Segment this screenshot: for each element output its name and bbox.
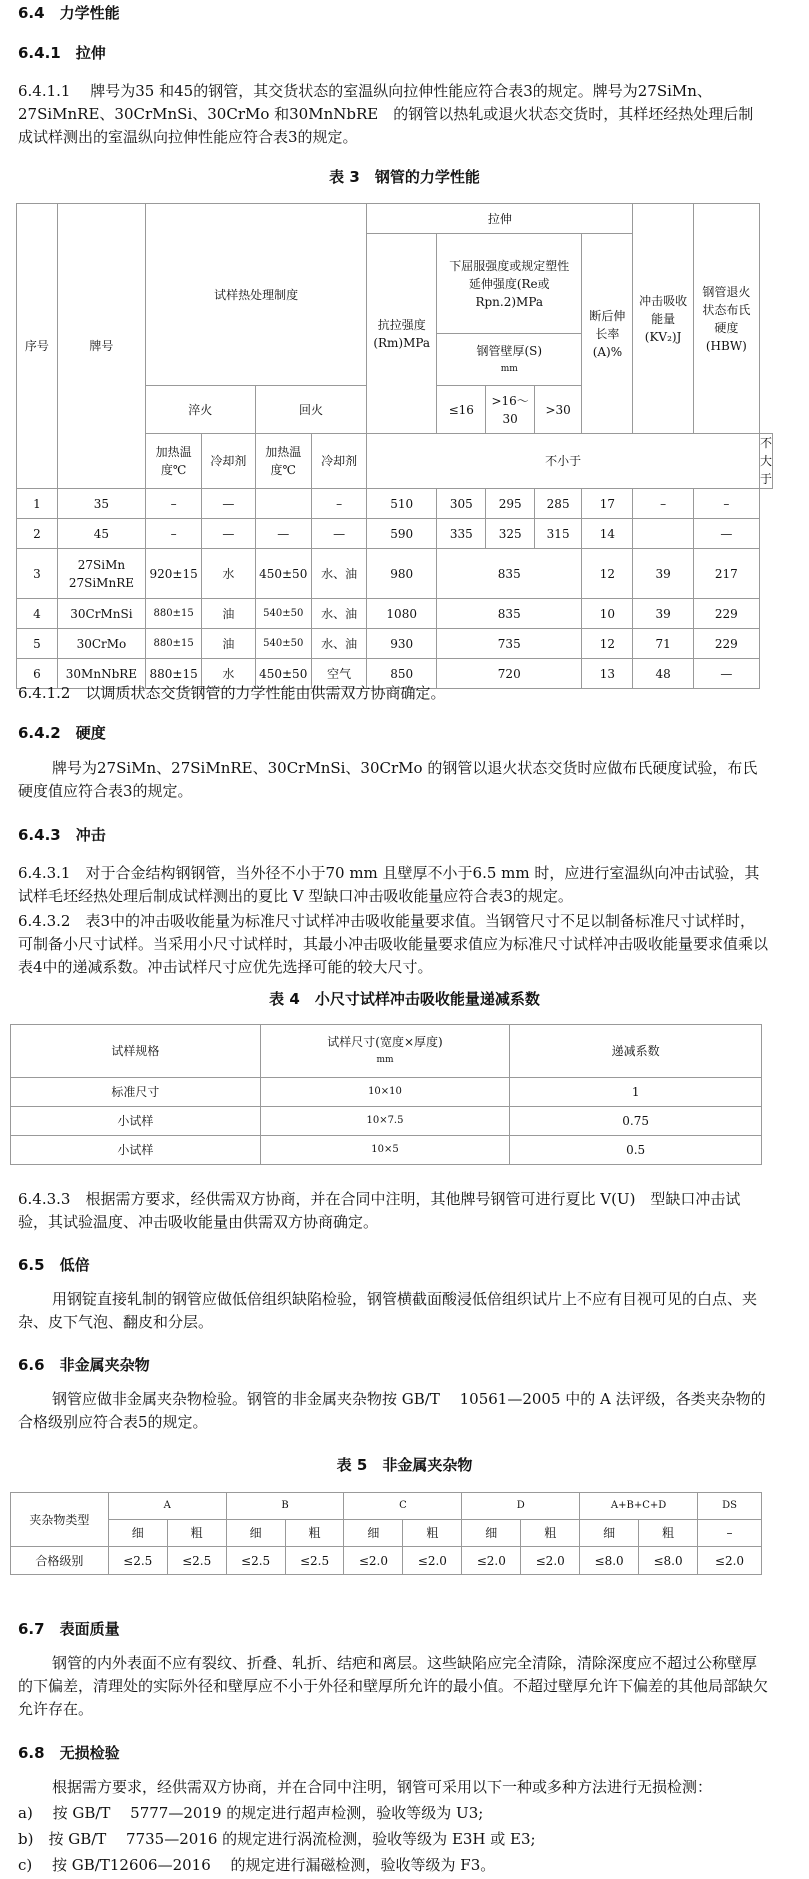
cell-quench-temp: 880±15 <box>146 659 202 689</box>
th-temper-temp: 加热温度℃ <box>255 434 311 489</box>
paragraph-6-7: 钢管的内外表面不应有裂纹、折叠、轧折、结疤和离层。这些缺陷应完全清除，清除深度应不超过公称壁厚的下偏差，清理处的实际外径和壁厚应不小于外径和壁厚所允许的最小值。不超过壁厚允许下偏差的其他局部缺欠允许存在。 <box>18 1654 769 1718</box>
cell-elongation: 12 <box>582 549 633 599</box>
cell-grade: 30CrMo <box>57 629 145 659</box>
heading-6-6: 6.6 非金属夹杂物 <box>18 1356 150 1374</box>
th-fine: 细 <box>226 1520 285 1547</box>
cell-size: 10×10 <box>260 1078 510 1107</box>
cell-level: ≤2.5 <box>226 1547 285 1575</box>
paragraph-6-6: 钢管应做非金属夹杂物检验。钢管的非金属夹杂物按 GB/T 10561—2005 中的 A 法评级，各类夹杂物的合格级别应符合表5的规定。 <box>18 1390 766 1431</box>
th-wall-thickness <box>437 334 582 386</box>
cell-impact: – <box>633 489 693 519</box>
table5-caption: 表 5 非金属夹杂物 <box>336 1456 473 1474</box>
cell-quench-temp: 880±15 <box>146 629 202 659</box>
th-hbw: 钢管退火状态布氏硬度(HBW) <box>693 204 759 434</box>
cell-level: ≤8.0 <box>639 1547 698 1575</box>
cell-elongation: 12 <box>582 629 633 659</box>
cell-temper-temp: 540±50 <box>255 629 311 659</box>
cell-level: ≤2.0 <box>521 1547 580 1575</box>
th-fine: 细 <box>580 1520 639 1547</box>
cell-spec: 标准尺寸 <box>11 1078 261 1107</box>
th-group-c: C <box>344 1493 462 1520</box>
cell-level: ≤2.5 <box>108 1547 167 1575</box>
th-quench-temp: 加热温度℃ <box>146 434 202 489</box>
heading-6-7: 6.7 表面质量 <box>18 1620 120 1638</box>
cell-temper-coolant: 空气 <box>311 659 367 689</box>
th-coarse: 粗 <box>521 1520 580 1547</box>
cell-impact: 39 <box>633 599 693 629</box>
th-elongation: 断后伸长率(A)% <box>582 234 633 434</box>
th-spec: 试样规格 <box>11 1025 261 1078</box>
table-row <box>11 1078 762 1107</box>
cell-coef: 1 <box>510 1078 762 1107</box>
cell-coef: 0.75 <box>510 1107 762 1136</box>
cell-level: ≤2.0 <box>403 1547 462 1575</box>
cell-grade: 35 <box>57 489 145 519</box>
th-group-ds: DS <box>698 1493 762 1520</box>
heading-6-4: 6.4 力学性能 <box>18 4 120 22</box>
cell-temper-temp: 450±50 <box>255 659 311 689</box>
cell-seq: 5 <box>17 629 58 659</box>
cell-yield-gt30: 285 <box>534 489 582 519</box>
th-yield: 下屈服强度或规定塑性延伸强度(Re或Rpn.2)MPa <box>437 234 582 334</box>
cell-seq: 1 <box>17 489 58 519</box>
cell-quench-temp: 920±15 <box>146 549 202 599</box>
heading-6-8: 6.8 无损检验 <box>18 1744 120 1762</box>
th-fine: 细 <box>462 1520 521 1547</box>
cell-elongation: 14 <box>582 519 633 549</box>
paragraph-6-4-1-1: 6.4.1.1 牌号为35 和45的钢管，其交货状态的室温纵向拉伸性能应符合表3的规定。牌号为27SiMn、27SiMnRE、30CrMnSi、30CrMo 和30MnNbRE 的钢管以热轧或退火状态交货时，其样坯经热处理后制成试样测出的室温纵向拉伸性能应符合表3的规定。 <box>18 82 754 146</box>
cell-quench-temp: – <box>146 519 202 549</box>
cell-temper-coolant: 水、油 <box>311 549 367 599</box>
cell-quench-coolant: — <box>202 519 255 549</box>
table-row <box>11 1107 762 1136</box>
table-row <box>11 1547 762 1575</box>
th-coarse: 粗 <box>639 1520 698 1547</box>
cell-yield: 735 <box>437 629 582 659</box>
cell-yield-le16: 305 <box>437 489 486 519</box>
cell-level: ≤2.0 <box>698 1547 762 1575</box>
table4 <box>10 1024 762 1165</box>
table-row <box>17 599 773 629</box>
heading-6-4-2: 6.4.2 硬度 <box>18 724 106 742</box>
cell-hbw: – <box>693 489 759 519</box>
th-wall-gt30: >30 <box>534 386 582 434</box>
cell-rm: 510 <box>367 489 437 519</box>
th-heat-treatment: 试样热处理制度 <box>146 204 367 386</box>
th-rm: 抗拉强度(Rm)MPa <box>367 234 437 434</box>
paragraph-6-4-3-2: 6.4.3.2 表3中的冲击吸收能量为标准尺寸试样冲击吸收能量要求值。当钢管尺寸不足以制备标准尺寸试样时，可制备小尺寸试样。当采用小尺寸试样时，其最小冲击吸收能量要求值应为标准尺寸试样冲击吸收能量要求值乘以表4中的递减系数。冲击试样尺寸应优先选择可能的较大尺寸。 <box>18 912 769 976</box>
table-row <box>17 629 773 659</box>
th-not-more: 不大于 <box>759 434 772 489</box>
cell-level: ≤2.5 <box>285 1547 344 1575</box>
cell-rm: 850 <box>367 659 437 689</box>
cell-yield: 835 <box>437 549 582 599</box>
cell-spec: 小试样 <box>11 1107 261 1136</box>
th-size-label: 试样尺寸(宽度×厚度) <box>327 1035 443 1049</box>
th-temper: 回火 <box>255 386 367 434</box>
cell-quench-temp: 880±15 <box>146 599 202 629</box>
cell-quench-temp: – <box>146 489 202 519</box>
table5 <box>10 1492 762 1575</box>
heading-6-4-1: 6.4.1 拉伸 <box>18 44 106 62</box>
cell-impact: 39 <box>633 549 693 599</box>
cell-hbw: 229 <box>693 599 759 629</box>
cell-level: ≤2.0 <box>462 1547 521 1575</box>
cell-impact <box>633 519 693 549</box>
cell-elongation: 13 <box>582 659 633 689</box>
table3 <box>16 203 773 689</box>
th-coarse: 粗 <box>167 1520 226 1547</box>
cell-level-label: 合格级别 <box>11 1547 109 1575</box>
cell-hbw: 217 <box>693 549 759 599</box>
cell-quench-coolant: 水 <box>202 549 255 599</box>
th-group-total: A+B+C+D <box>580 1493 698 1520</box>
table-row <box>17 549 773 599</box>
th-coarse: 粗 <box>403 1520 462 1547</box>
cell-level: ≤8.0 <box>580 1547 639 1575</box>
cell-seq: 2 <box>17 519 58 549</box>
cell-grade: 30MnNbRE <box>57 659 145 689</box>
cell-grade: 27SiMn 27SiMnRE <box>57 549 145 599</box>
th-grade: 牌号 <box>57 204 145 489</box>
th-group-a: A <box>108 1493 226 1520</box>
cell-hbw: — <box>693 519 759 549</box>
cell-size: 10×5 <box>260 1136 510 1165</box>
cell-yield-16-30: 295 <box>486 489 534 519</box>
cell-temper-temp: 540±50 <box>255 599 311 629</box>
table4-caption: 表 4 小尺寸试样冲击吸收能量递减系数 <box>269 990 540 1008</box>
th-tensile: 拉伸 <box>367 204 633 234</box>
cell-quench-coolant: 油 <box>202 629 255 659</box>
cell-quench-coolant: 油 <box>202 599 255 629</box>
list-item: b) 按 GB/T 7735—2016 的规定进行涡流检测，验收等级为 E3H 或 E3; <box>18 1830 536 1848</box>
cell-quench-coolant: 水 <box>202 659 255 689</box>
cell-hbw: — <box>693 659 759 689</box>
table3-caption: 表 3 钢管的力学性能 <box>329 168 480 186</box>
cell-seq: 6 <box>17 659 58 689</box>
th-wall-16-30: >16～30 <box>486 386 534 434</box>
cell-temper-coolant: — <box>311 519 367 549</box>
heading-6-4-3: 6.4.3 冲击 <box>18 826 106 844</box>
th-quench: 淬火 <box>146 386 256 434</box>
cell-yield-16-30: 325 <box>486 519 534 549</box>
th-not-less: 不小于 <box>367 434 760 489</box>
cell-temper-temp: 450±50 <box>255 549 311 599</box>
cell-rm: 930 <box>367 629 437 659</box>
list-item: c) 按 GB/T12606—2016 的规定进行漏磁检测，验收等级为 F3。 <box>18 1856 496 1874</box>
cell-elongation: 10 <box>582 599 633 629</box>
paragraph-6-4-1-2: 6.4.1.2 以调质状态交货钢管的力学性能由供需双方协商确定。 <box>18 684 446 702</box>
th-wall-label: 钢管壁厚(S) <box>476 343 543 358</box>
paragraph-6-4-3-1: 6.4.3.1 对于合金结构钢钢管，当外径不小于70 mm 且壁厚不小于6.5 mm 时，应进行室温纵向冲击试验，其试样毛坯经热处理后制成试样测出的夏比 V 型缺口冲击吸收能量应符合表3的规定。 <box>18 864 760 905</box>
th-impact: 冲击吸收能量(KV₂)J <box>633 204 693 434</box>
th-temper-coolant: 冷却剂 <box>311 434 367 489</box>
heading-6-5: 6.5 低倍 <box>18 1256 90 1274</box>
cell-size: 10×7.5 <box>260 1107 510 1136</box>
paragraph-6-4-3-3: 6.4.3.3 根据需方要求，经供需双方协商，并在合同中注明，其他牌号钢管可进行夏比 V(U) 型缺口冲击试验，其试验温度、冲击吸收能量由供需双方协商确定。 <box>18 1190 741 1231</box>
table-row <box>17 519 773 549</box>
cell-elongation: 17 <box>582 489 633 519</box>
cell-spec: 小试样 <box>11 1136 261 1165</box>
th-coef: 递减系数 <box>510 1025 762 1078</box>
th-wall-le16: ≤16 <box>437 386 486 434</box>
th-group-d: D <box>462 1493 580 1520</box>
th-group-b: B <box>226 1493 344 1520</box>
cell-temper-coolant: 水、油 <box>311 599 367 629</box>
cell-level: ≤2.0 <box>344 1547 403 1575</box>
cell-quench-coolant: — <box>202 489 255 519</box>
cell-temper-temp <box>255 489 311 519</box>
cell-yield-le16: 335 <box>437 519 486 549</box>
table-row <box>17 489 773 519</box>
cell-seq: 3 <box>17 549 58 599</box>
th-seq: 序号 <box>17 204 58 489</box>
cell-impact: 48 <box>633 659 693 689</box>
cell-impact: 71 <box>633 629 693 659</box>
th-wall-unit: mm <box>500 363 518 374</box>
cell-hbw: 229 <box>693 629 759 659</box>
cell-rm: 590 <box>367 519 437 549</box>
th-coarse: 粗 <box>285 1520 344 1547</box>
cell-grade: 45 <box>57 519 145 549</box>
cell-seq: 4 <box>17 599 58 629</box>
cell-yield: 720 <box>437 659 582 689</box>
cell-rm: 1080 <box>367 599 437 629</box>
th-quench-coolant: 冷却剂 <box>202 434 255 489</box>
paragraph-6-4-2: 牌号为27SiMn、27SiMnRE、30CrMnSi、30CrMo 的钢管以退火状态交货时应做布氏硬度试验，布氏硬度值应符合表3的规定。 <box>18 759 758 800</box>
cell-yield: 835 <box>437 599 582 629</box>
cell-temper-temp: — <box>255 519 311 549</box>
th-size <box>260 1025 510 1078</box>
th-fine: 细 <box>344 1520 403 1547</box>
paragraph-6-5: 用钢锭直接轧制的钢管应做低倍组织缺陷检验，钢管横截面酸浸低倍组织试片上不应有目视可见的白点、夹杂、皮下气泡、翻皮和分层。 <box>18 1290 758 1331</box>
cell-level: ≤2.5 <box>167 1547 226 1575</box>
cell-temper-coolant: 水、油 <box>311 629 367 659</box>
th-size-unit: mm <box>376 1055 394 1065</box>
cell-coef: 0.5 <box>510 1136 762 1165</box>
cell-temper-coolant: – <box>311 489 367 519</box>
ndt-method-list <box>18 1800 536 1878</box>
cell-rm: 980 <box>367 549 437 599</box>
th-ds-sub: – <box>698 1520 762 1547</box>
table-row <box>11 1136 762 1165</box>
cell-yield-gt30: 315 <box>534 519 582 549</box>
list-item: a) 按 GB/T 5777—2019 的规定进行超声检测，验收等级为 U3; <box>18 1804 484 1822</box>
cell-grade: 30CrMnSi <box>57 599 145 629</box>
th-fine: 细 <box>108 1520 167 1547</box>
paragraph-6-8: 根据需方要求，经供需双方协商，并在合同中注明，钢管可采用以下一种或多种方法进行无损检测： <box>52 1778 713 1796</box>
th-inclusion-type: 夹杂物类型 <box>11 1493 109 1547</box>
